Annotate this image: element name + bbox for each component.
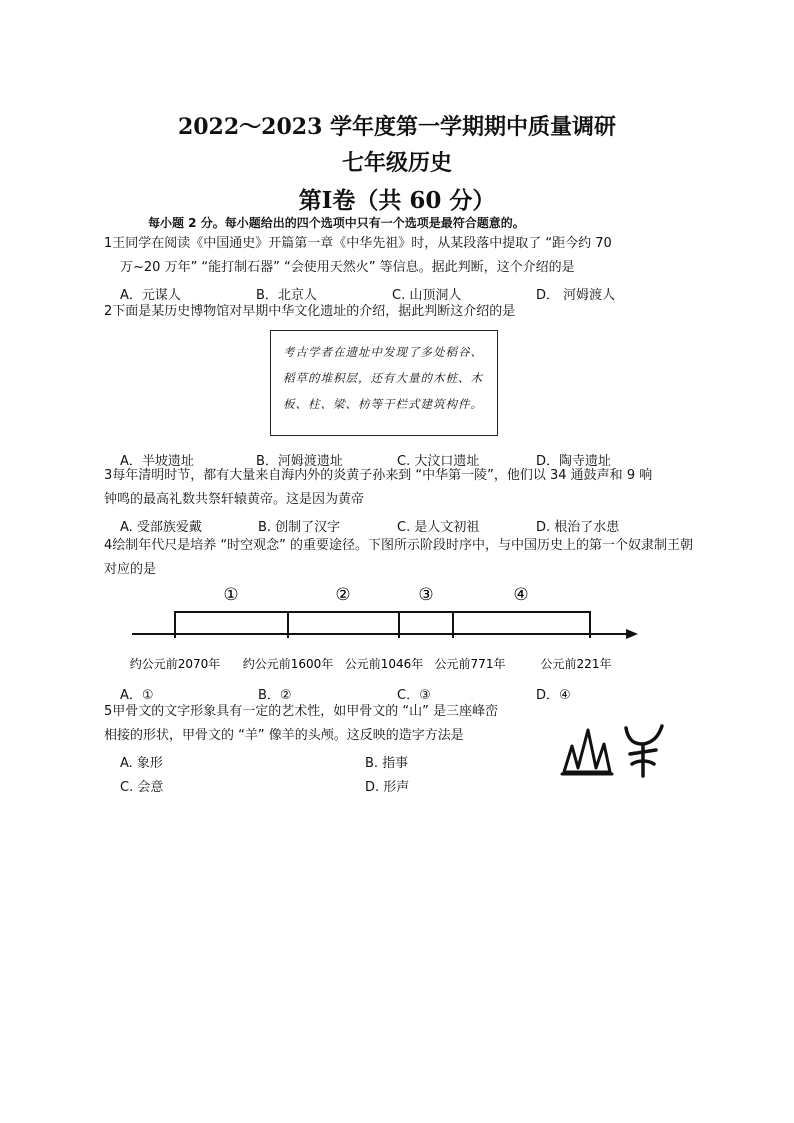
q1-option-b: B．北京人 [256,288,317,303]
segment-label-4: ④ [513,585,529,605]
question-4-line-1: 4绘制年代尺是培养 “时空观念” 的重要途径。下图所示阶段时序中，与中国历史上的第一个奴隶制王朝 [104,538,694,553]
q5-option-b: B. 指事 [365,756,409,771]
timeline-chart [120,578,660,678]
segment-label-3: ③ [418,585,434,605]
q2-option-b: B．河姆渡遗址 [256,454,343,469]
q5-option-d: D. 形声 [365,780,410,795]
timeline-bracket-3 [399,612,453,618]
timeline-date-3: 公元前1046年 [344,657,424,671]
section-title: 第Ⅰ卷（共 60 分） [298,187,496,214]
segment-label-1: ① [223,585,239,605]
q1-option-c: C. 山顶洞人 [392,288,462,303]
q4-option-c: C．③ [397,688,431,703]
segment-label-2: ② [335,585,351,605]
timeline-arrow-icon [626,629,638,639]
question-5-line-1: 5甲骨文的文字形象具有一定的艺术性，如甲骨文的 “山” 是三座峰峦 [104,704,499,719]
q2-option-d: D．陶寺遗址 [536,454,612,469]
oracle-bone-glyphs [558,718,670,780]
question-1-line-2: 万~20 万年” “能打制石器” “会使用天然火” 等信息。据此判断，这个介绍的是 [120,260,575,275]
q5-option-c: C. 会意 [120,780,164,795]
q3-option-c: C. 是人文初祖 [397,520,480,535]
q1-option-a: A．元谋人 [120,288,181,303]
site-description-box [270,330,498,436]
q5-option-a: A. 象形 [120,756,163,771]
timeline-date-1: 约公元前2070年 [129,657,221,671]
question-5-line-2: 相接的形状，甲骨文的 “羊” 像羊的头颅。这反映的造字方法是 [104,728,464,743]
oracle-mountain-icon [562,730,612,774]
timeline-date-5: 公元前221年 [540,657,612,671]
timeline-bracket-2 [288,612,399,618]
timeline-bracket-1 [175,612,288,618]
site-description-text: 考古学者在遗址中发现了多处稻谷、稻草的堆积层，还有大量的木桩、木板、柱、梁、枋等干栏式建筑构件。 [283,345,483,411]
exam-subtitle: 七年级历史 [341,150,452,176]
q3-option-a: A. 受部族爱戴 [120,520,202,535]
exam-title: 2022～2023 学年度第一学期期中质量调研 [177,114,617,140]
question-3-line-2: 钟鸣的最高礼数共祭轩辕黄帝。这是因为黄帝 [104,492,365,507]
q2-option-c: C. 大汶口遗址 [397,454,480,469]
question-2-line-1: 2下面是某历史博物馆对早期中华文化遗址的介绍，据此判断这介绍的是 [104,304,516,319]
question-3-line-1: 3每年清明时节，都有大量来自海内外的炎黄子孙来到 “中华第一陵”，他们以 34 通鼓声和 9 响 [104,468,653,483]
q3-option-d: D. 根治了水患 [536,520,620,535]
q1-option-d: D． 河姆渡人 [536,288,616,303]
q4-option-d: D．④ [536,688,571,703]
timeline-date-4: 公元前771年 [434,657,506,671]
q4-option-b: B．② [258,688,292,703]
q4-option-a: A．① [120,688,154,703]
question-1-line-1: 1王同学在阅读《中国通史》开篇第一章《中华先祖》时，从某段落中提取了 “距今约 70 [104,236,612,251]
oracle-sheep-icon [626,726,662,776]
timeline-bracket-4 [453,612,590,618]
timeline-date-2: 约公元前1600年 [242,657,334,671]
instruction: 每小题 2 分。每小题给出的四个选项中只有一个选项是最符合题意的。 [148,216,525,230]
q2-option-a: A．半坡遗址 [120,454,194,469]
q3-option-b: B. 创制了汉字 [258,520,341,535]
question-4-line-2: 对应的是 [104,562,157,577]
